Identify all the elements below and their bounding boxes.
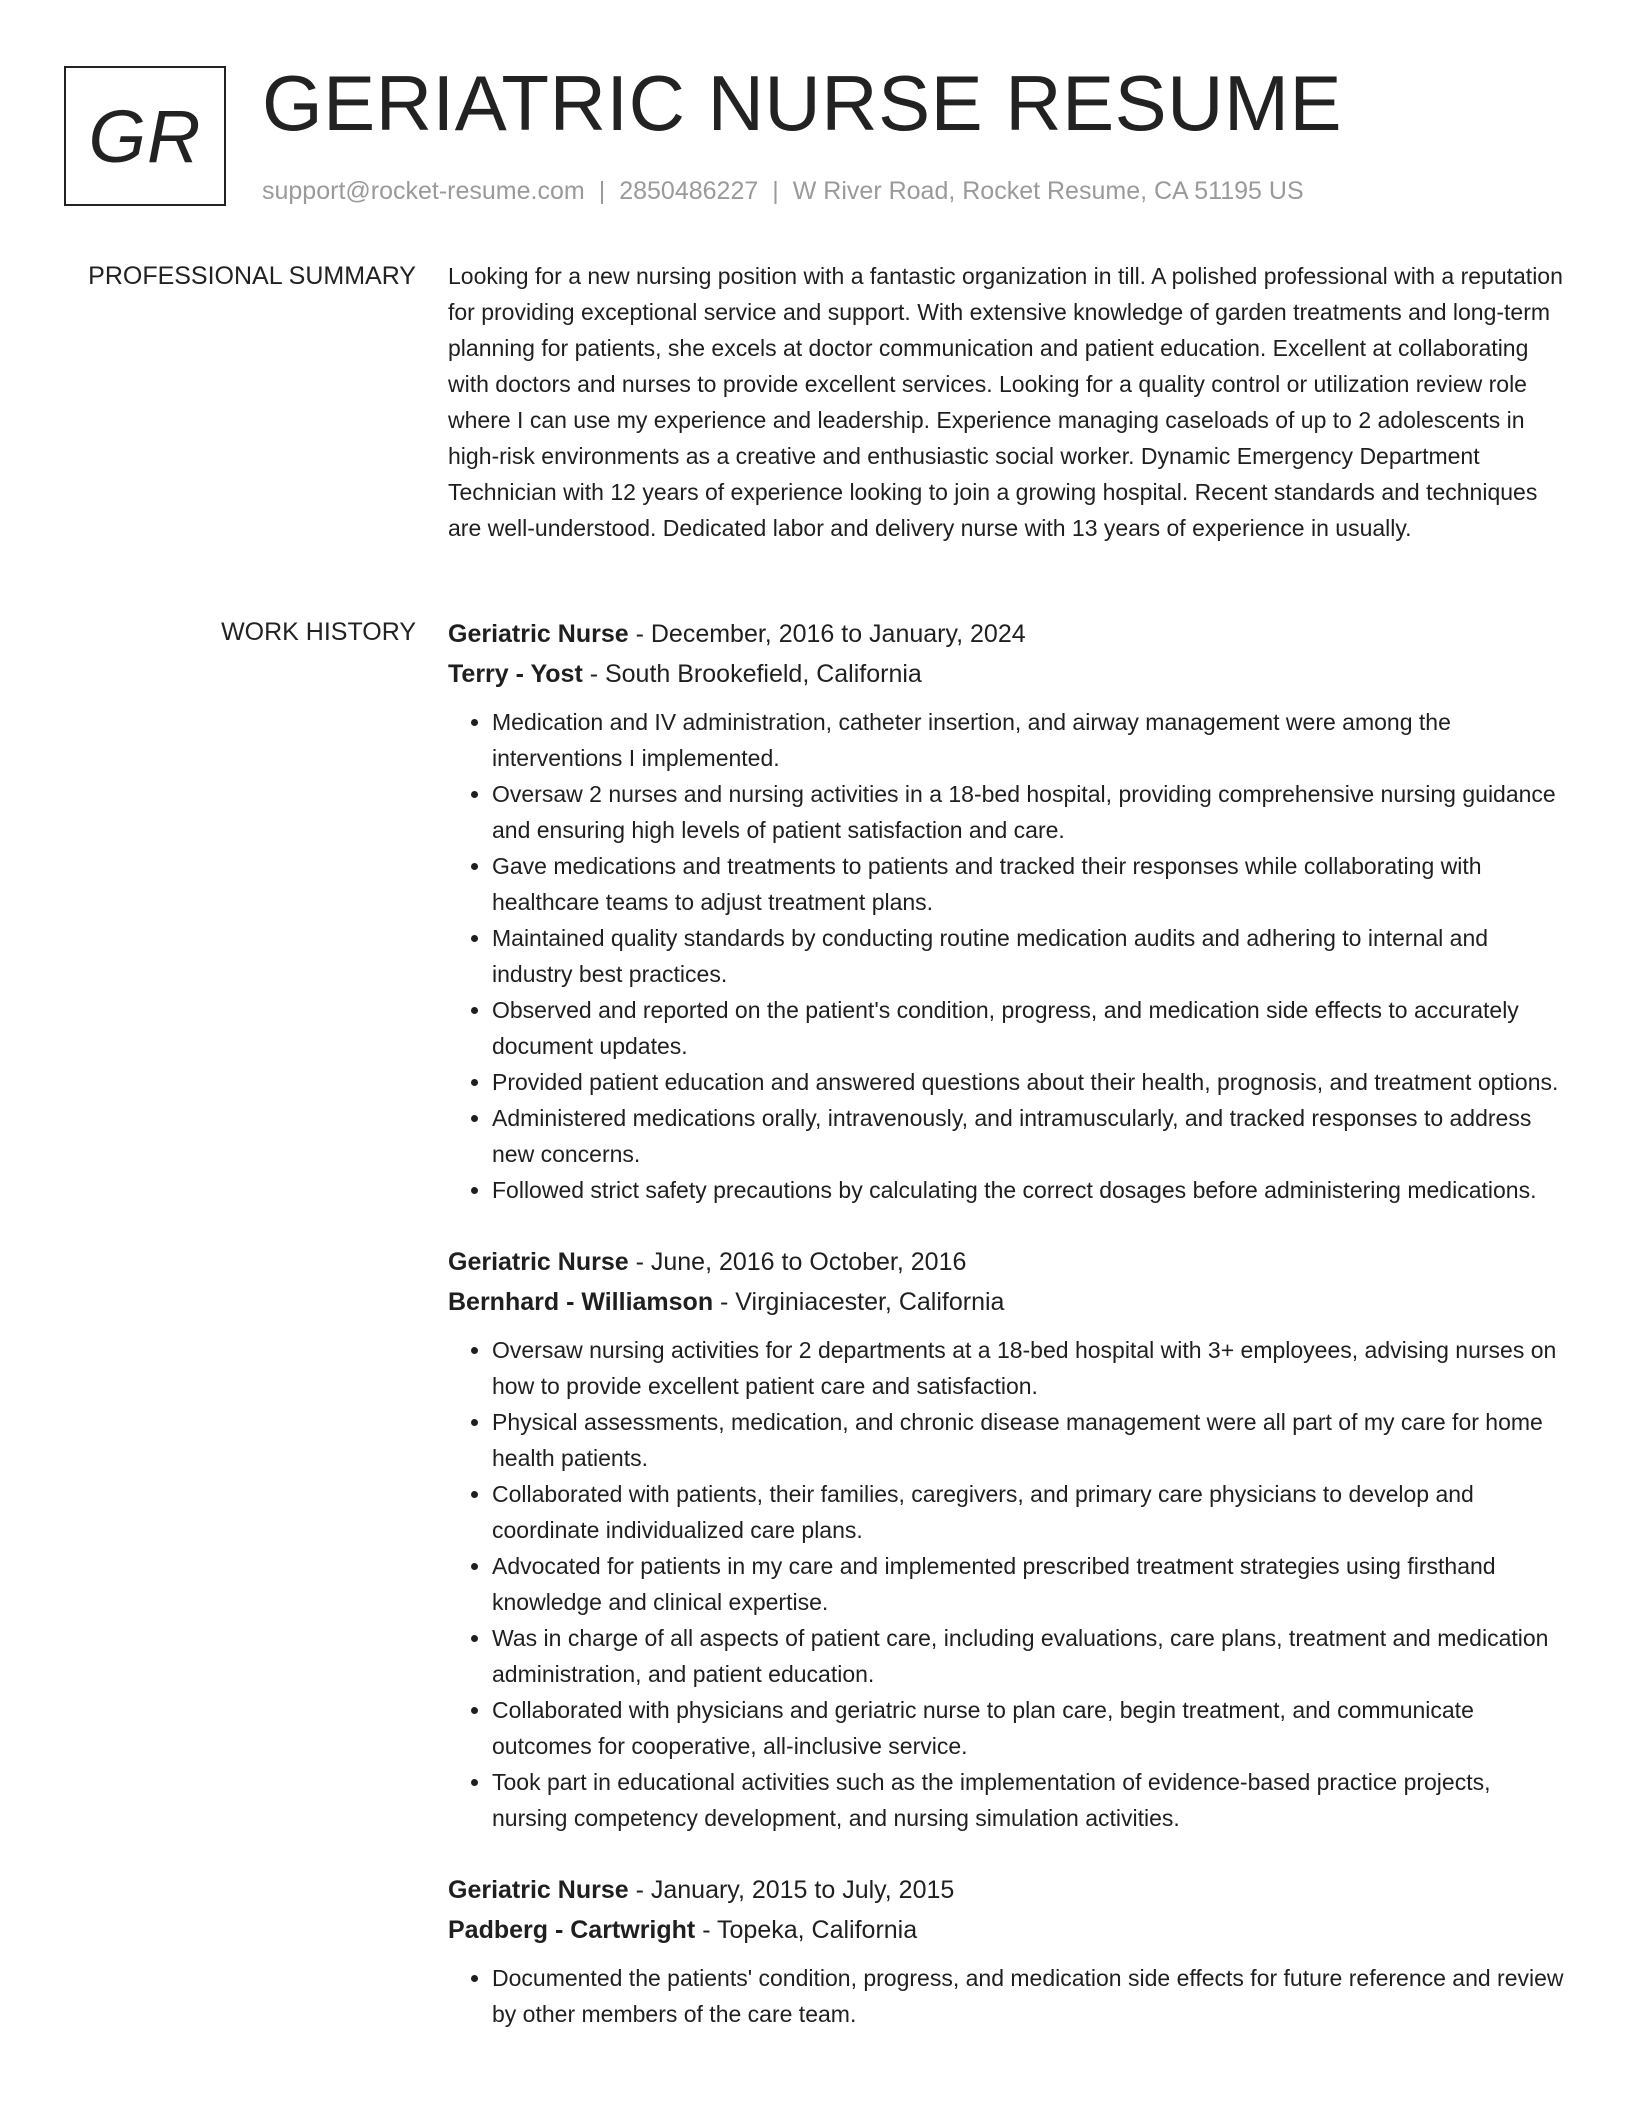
summary-body xyxy=(448,258,1564,546)
job-bullet: • Provided patient education and answered questions about their health, prognosis, and treatment options. xyxy=(492,1064,1564,1100)
job-bullet: • Collaborated with physicians and geriatric nurse to plan care, begin treatment, and communicate outcomes for cooperative, all-inclusive service. xyxy=(492,1692,1564,1764)
job-bullet-list xyxy=(448,704,1564,1208)
job-bullet: • Observed and reported on the patient's condition, progress, and medication side effects to accurately document updates. xyxy=(492,992,1564,1064)
job-title-line xyxy=(448,1242,1564,1282)
job-bullet: • Oversaw nursing activities for 2 departments at a 18-bed hospital with 3+ employees, advising nurses on how to provide excellent patient care and satisfaction. xyxy=(492,1332,1564,1404)
job-bullet: • Advocated for patients in my care and implemented prescribed treatment strategies using firsthand knowledge and clinical expertise. xyxy=(492,1548,1564,1620)
job-bullet: • Collaborated with patients, their families, caregivers, and primary care physicians to develop and coordinate individualized care plans. xyxy=(492,1476,1564,1548)
job-company-line xyxy=(448,1910,1564,1950)
contact-separator: | xyxy=(598,177,606,205)
job-bullet: • Followed strict safety precautions by calculating the correct dosages before administering medications. xyxy=(492,1172,1564,1208)
job-location: - South Brookefield, California xyxy=(582,660,922,688)
job-dates: - January, 2015 to July, 2015 xyxy=(628,1876,955,1904)
job-dates: - June, 2016 to October, 2016 xyxy=(628,1248,967,1276)
contact-email[interactable]: support@rocket-resume.com xyxy=(262,177,585,205)
contact-line xyxy=(262,174,1304,208)
summary-text: Looking for a new nursing position with a fantastic organization in till. A polished professional with a reputation for providing exceptional service and support. With extensive knowledge of garden treatments and long-term planning for patients, she excels at doctor communication and patient education. Excellent at collaborating with doctors and nurses to provide excellent services. Looking for a quality control or utilization review role where I can use my experience and leadership. Experience managing caseloads of up to 2 adolescents in high-risk environments as a creative and enthusiastic social worker. Dynamic Emergency Department Technician with 12 years of experience looking to join a growing hospital. Recent standards and techniques are well-understood. Dedicated labor and delivery nurse with 13 years of experience in usually. xyxy=(448,263,1563,541)
job-entry xyxy=(448,1242,1564,1836)
contact-separator: | xyxy=(772,177,779,205)
job-title-line xyxy=(448,614,1564,654)
job-bullet: • Gave medications and treatments to patients and tracked their responses while collaborating with healthcare teams to adjust treatment plans. xyxy=(492,848,1564,920)
job-bullet: • Was in charge of all aspects of patient care, including evaluations, care plans, treatment and medication administration, and patient education. xyxy=(492,1620,1564,1692)
job-title: Geriatric Nurse xyxy=(448,1248,629,1276)
job-company-line xyxy=(448,654,1564,694)
job-bullet: • Maintained quality standards by conducting routine medication audits and adhering to internal and industry best practices. xyxy=(492,920,1564,992)
work-history-body xyxy=(448,614,1564,2066)
contact-phone[interactable]: 2850486227 xyxy=(619,177,759,205)
job-bullet: • Took part in educational activities such as the implementation of evidence-based practice projects, nursing competency development, and nursing simulation activities. xyxy=(492,1764,1564,1836)
job-bullet-list xyxy=(448,1960,1564,2032)
resume-title: GERIATRIC NURSE RESUME xyxy=(262,59,1342,147)
contact-address: W River Road, Rocket Resume, CA 51195 US xyxy=(792,177,1304,205)
job-title-line xyxy=(448,1870,1564,1910)
job-bullet: • Medication and IV administration, catheter insertion, and airway management were among the interventions I implemented. xyxy=(492,704,1564,776)
job-company: Terry - Yost xyxy=(448,660,583,688)
job-title: Geriatric Nurse xyxy=(448,1876,629,1904)
monogram-logo: GR xyxy=(64,66,226,206)
job-company: Bernhard - Williamson xyxy=(448,1288,714,1316)
job-entry xyxy=(448,1870,1564,2032)
job-bullet: • Oversaw 2 nurses and nursing activities in a 18-bed hospital, providing comprehensive nursing guidance and ensuring high levels of patient satisfaction and care. xyxy=(492,776,1564,848)
job-dates: - December, 2016 to January, 2024 xyxy=(628,620,1026,648)
job-bullet: • Administered medications orally, intravenously, and intramuscularly, and tracked responses to address new concerns. xyxy=(492,1100,1564,1172)
section-label-summary: PROFESSIONAL SUMMARY xyxy=(88,262,416,290)
section-label-work-history: WORK HISTORY xyxy=(221,618,416,646)
job-title: Geriatric Nurse xyxy=(448,620,629,648)
job-company: Padberg - Cartwright xyxy=(448,1916,696,1944)
job-location: - Topeka, California xyxy=(695,1916,918,1944)
job-entry xyxy=(448,614,1564,1208)
job-bullet: • Physical assessments, medication, and chronic disease management were all part of my care for home health patients. xyxy=(492,1404,1564,1476)
job-location: - Virginiacester, California xyxy=(713,1288,1005,1316)
job-bullet-list xyxy=(448,1332,1564,1836)
job-company-line xyxy=(448,1282,1564,1322)
job-bullet: • Documented the patients' condition, progress, and medication side effects for future reference and review by other members of the care team. xyxy=(492,1960,1564,2032)
